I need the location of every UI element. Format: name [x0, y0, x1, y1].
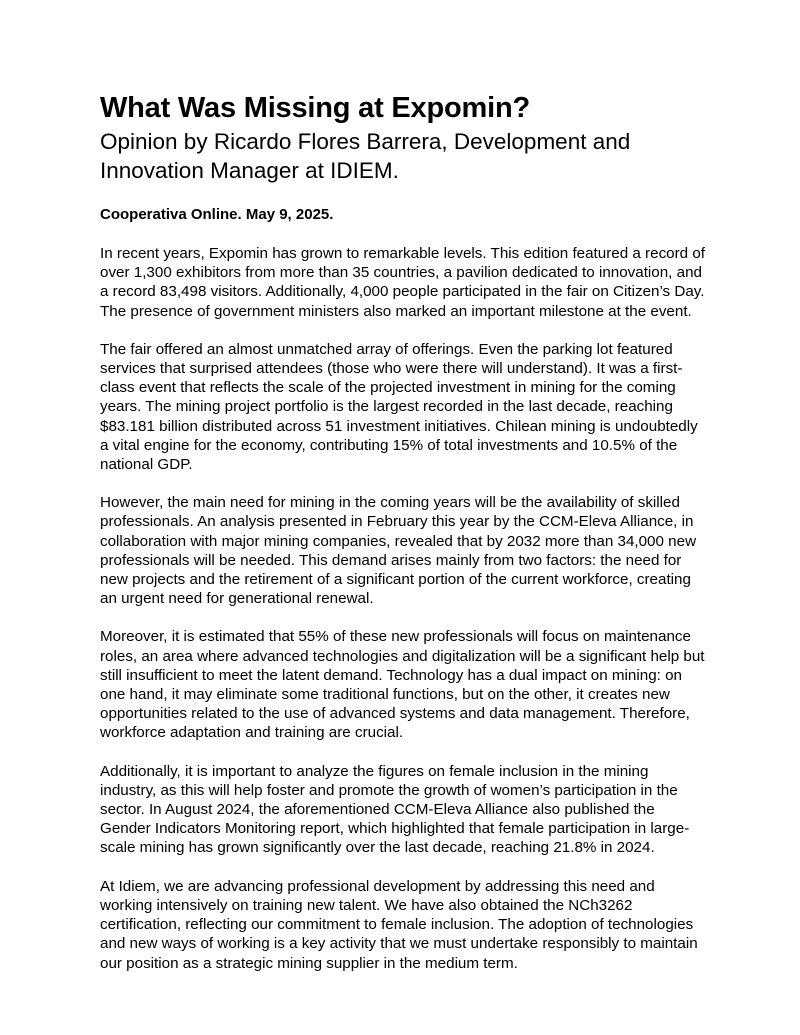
- document-page: [100, 90, 705, 973]
- paragraph-2: The fair offered an almost unmatched array of offerings. Even the parking lot featured services that surprised attendees (those who were there will understand). It was a first-class event that reflects the scale of the projected investment in mining for the coming years. The mining project portfolio is the largest recorded in the last decade, reaching $83.181 billion distributed across 51 investment initiatives. Chilean mining is undoubtedly a vital engine for the economy, contributing 15% of total investments and 10.5% of the national GDP.: [100, 340, 698, 474]
- byline: Cooperativa Online. May 9, 2025.: [100, 206, 334, 223]
- paragraph-3: However, the main need for mining in the coming years will be the availability of skilled professionals. An analysis presented in February this year by the CCM-Eleva Alliance, in collaboration with major mining companies, revealed that by 2032 more than 34,000 new professionals will be needed. This demand arises mainly from two factors: the need for new projects and the retirement of a significant portion of the current workforce, creating an urgent need for generational renewal.: [100, 494, 697, 608]
- page-subtitle: Opinion by Ricardo Flores Barrera, Development and Innovation Manager at IDIEM.: [100, 129, 631, 183]
- paragraph-1: In recent years, Expomin has grown to remarkable levels. This edition featured a record of over 1,300 exhibitors from more than 35 countries, a pavilion dedicated to innovation, and a record 83,498 visitors. Additionally, 4,000 people participated in the fair on Citizen’s Day. The presence of government ministers also marked an important milestone at the event.: [100, 245, 705, 320]
- paragraph-4: Moreover, it is estimated that 55% of these new professionals will focus on maintenance roles, an area where advanced technologies and digitalization will be a significant help but still insufficient to meet the latent demand. Technology has a dual impact on mining: on one hand, it may eliminate some traditional functions, but on the other, it creates new opportunities related to the use of advanced systems and data management. Therefore, workforce adaptation and training are crucial.: [100, 628, 705, 742]
- page-title: What Was Missing at Expomin?: [100, 92, 530, 124]
- paragraph-5: Additionally, it is important to analyze the figures on female inclusion in the mining industry, as this will help foster and promote the growth of women’s participation in the sector. In August 2024, the aforementioned CCM-Eleva Alliance also published the Gender Indicators Monitoring report, which highlighted that female participation in large-scale mining has grown significantly over the last decade, reaching 21.8% in 2024.: [100, 762, 690, 857]
- paragraph-6: At Idiem, we are advancing professional development by addressing this need and working intensively on training new talent. We have also obtained the NCh3262 certification, reflecting our commitment to female inclusion. The adoption of technologies and new ways of working is a key activity that we must undertake responsibly to maintain our position as a strategic mining supplier in the medium term.: [100, 877, 698, 972]
